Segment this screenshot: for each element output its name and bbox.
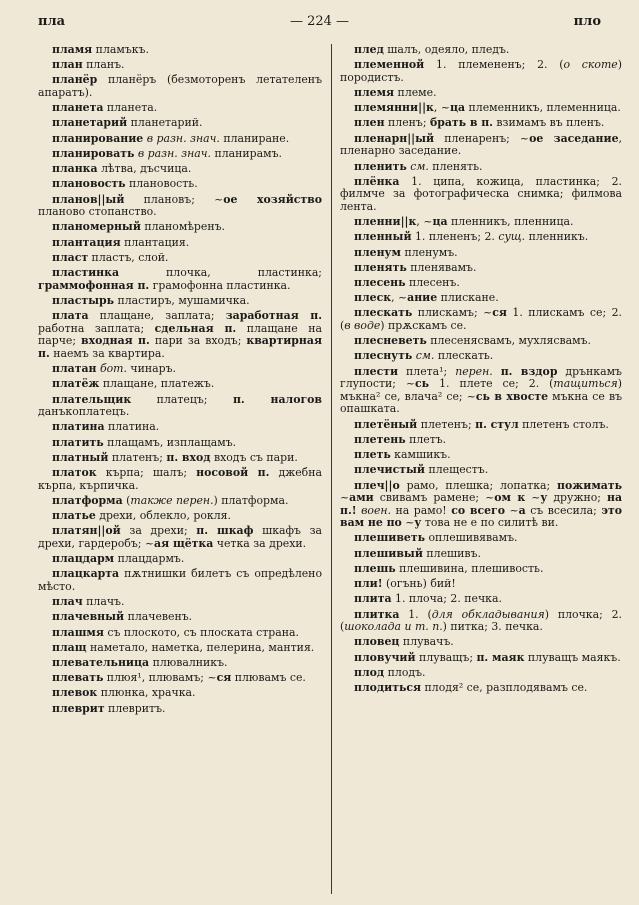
dictionary-entry: пленни||к, ~ца пленникъ, пленница. — [354, 215, 574, 229]
page-number: — 224 — — [289, 14, 350, 29]
dictionary-entry: плетёный плетенъ; п. стул плетенъ столъ. — [354, 417, 609, 431]
dictionary-entry: плести плета¹; перен. п. вздор дрънкамъ глупости; ~сь 1. плете се; 2. (тащиться) мъкна² се, влача² се; ~сь в хвосте мъкна се въ опашката. — [340, 364, 626, 416]
dictionary-entry: платёж плащане, платежъ. — [52, 377, 215, 391]
dictionary-entry: плешивый плешивъ. — [354, 546, 481, 560]
dictionary-entry: планетарий планетарий. — [52, 116, 203, 130]
dictionary-entry: платье дрехи, облекло, рокля. — [52, 509, 231, 522]
dictionary-entry: плацкарта пѫтнишки билетъ съ опредѣлено мѣсто. — [38, 567, 326, 593]
dictionary-entry: плен пленъ; брать в п. взимамъ въ пленъ. — [354, 116, 605, 130]
dictionary-entry: платок кърпа; шалъ; носовой п. джебна кърпа, кърпичка. — [38, 465, 326, 492]
dictionary-entry: пласт пластъ, слой. — [52, 250, 169, 264]
dictionary-entry: пленить см. пленять. — [354, 159, 483, 173]
dictionary-entry: пленный 1. плененъ; 2. сущ. пленникъ. — [354, 230, 589, 244]
header-right-guideword: пло — [573, 14, 601, 29]
dictionary-entry: планка лѣтва, дъсчица. — [52, 162, 192, 176]
dictionary-entry: планета планета. — [52, 101, 158, 115]
dictionary-entry: планировать в разн. знач. планирамъ. — [52, 146, 283, 160]
dictionary-entry: планомерный планомѣренъ. — [52, 220, 225, 234]
dictionary-entry: плевок плюнка, храчка. — [52, 686, 196, 700]
dictionary-entry: плачевный плачевенъ. — [52, 610, 193, 624]
dictionary-entry: плёнка 1. ципа, кожица, пластинка; 2. филмче за фотографическа снимка; филмова лента. — [340, 174, 626, 213]
dictionary-entry: пламя пламъкъ. — [52, 43, 149, 56]
dictionary-entry: племянни||к, ~ца племенникъ, племенница. — [354, 101, 621, 115]
dictionary-entry: плевательница плювалникъ. — [52, 655, 228, 669]
dictionary-entry: плеч||о рамо, плешка; лопатка; пожимать ~ами свивамъ рамене; ~ом к ~у дружно; на п.! воен. на рамо! со всего ~а съ всесила; это вам не по ~у това не е по силитѣ ви. — [340, 478, 626, 530]
column-divider — [331, 44, 332, 894]
dictionary-entry: плесень плесенъ. — [354, 276, 460, 289]
page-header — [38, 14, 601, 32]
header-left-guideword: пла — [38, 14, 66, 29]
dictionary-entry: пленарн||ый пленаренъ; ~ое заседание, пленарно заседание. — [340, 131, 626, 158]
dictionary-entry: плашмя съ плоското, съ плоската страна. — [52, 625, 299, 639]
dictionary-entry: плеть камшикъ. — [354, 448, 451, 462]
dictionary-entry: плитка 1. (для обкладывания) плочка; 2. (шоколада и т. п.) питка; 3. печка. — [340, 607, 626, 634]
dictionary-entry: плод плодъ. — [354, 665, 426, 679]
right-column — [340, 43, 626, 697]
dictionary-entry: плата плащане, заплата; заработная п. работна заплата; сдельная п. плащане на парче; входная п. пари за входъ; квартирная п. наемъ за квартира. — [38, 309, 326, 360]
dictionary-entry: пленум пленумъ. — [354, 245, 458, 259]
dictionary-entry: плеснуть см. плескать. — [354, 349, 494, 363]
dictionary-entry: племенной 1. племененъ; 2. (о скоте) породистъ. — [340, 58, 626, 84]
dictionary-entry: платан бот. чинаръ. — [52, 362, 176, 376]
dictionary-entry: плешь плешивина, плешивость. — [354, 561, 544, 575]
dictionary-entry: плесневеть плесенясвамъ, мухлясвамъ. — [354, 334, 591, 348]
dictionary-entry: плескать плискамъ; ~ся 1. плискамъ се; 2. (в воде) прѫскамъ се. — [340, 306, 626, 333]
dictionary-entry: плеск, ~ание плисканe. — [354, 291, 499, 305]
dictionary-entry: плащ наметало, наметка, пелерина, мантия. — [52, 640, 315, 654]
dictionary-entry: плечистый плещестъ. — [354, 463, 489, 477]
dictionary-entry: плательщик платецъ; п. налогов данъкоплатецъ. — [38, 392, 326, 419]
dictionary-entry: план планъ. — [52, 58, 125, 72]
dictionary-entry: плешиветь оплешивявамъ. — [354, 531, 518, 545]
dictionary-entry: планирование в разн. знач. планиране. — [52, 131, 290, 145]
dictionary-entry: платина платина. — [52, 420, 160, 434]
dictionary-entry: платформа (также перен.) платформа. — [52, 493, 289, 507]
dictionary-entry: платный платенъ; п. вход входъ съ пари. — [52, 450, 298, 464]
dictionary-entry: плевать плюя¹, плювамъ; ~ся плювамъ се. — [52, 671, 306, 685]
dictionary-entry: платян||ой за дрехи; п. шкаф шкафъ за дрехи, гардеробъ; ~ая щётка четка за дрехи. — [38, 524, 326, 550]
dictionary-entry: плодиться плодя² се, разплодявамъ се. — [354, 681, 588, 695]
dictionary-entry: плита 1. плоча; 2. печка. — [354, 592, 502, 606]
dictionary-entry: плантация плантация. — [52, 235, 190, 249]
dictionary-entry: пластырь пластиръ, мушамичка. — [52, 293, 250, 307]
dictionary-entry: пловучий плуващъ; п. маяк плуващъ маякъ. — [354, 650, 621, 664]
dictionary-entry: плановость плановость. — [52, 177, 198, 191]
dictionary-entry: плеврит плевритъ. — [52, 701, 166, 715]
dictionary-entry: племя племе. — [354, 86, 437, 100]
dictionary-entry: пленять пленявамъ. — [354, 260, 477, 274]
dictionary-entry: пли! (огънь) бий! — [354, 577, 456, 591]
dictionary-entry: пловец плувачъ. — [354, 635, 454, 649]
dictionary-entry: платить плащамъ, изплащамъ. — [52, 435, 237, 449]
dictionary-entry: пластинка плочка, пластинка; граммофонная п. грамофонна пластинка. — [38, 266, 326, 292]
dictionary-entry: планов||ый плановъ; ~ое хозяйство планово стопанство. — [38, 192, 326, 219]
dictionary-entry: плетень плетъ. — [354, 432, 447, 446]
dictionary-entry: плед шалъ, одеяло, пледъ. — [354, 43, 510, 56]
dictionary-entry: плач плачъ. — [52, 595, 125, 609]
left-column — [38, 43, 326, 718]
dictionary-entry: планёр планёръ (безмоторенъ летателенъ апаратъ). — [38, 73, 326, 100]
dictionary-entry: плацдарм плацдармъ. — [52, 552, 185, 566]
